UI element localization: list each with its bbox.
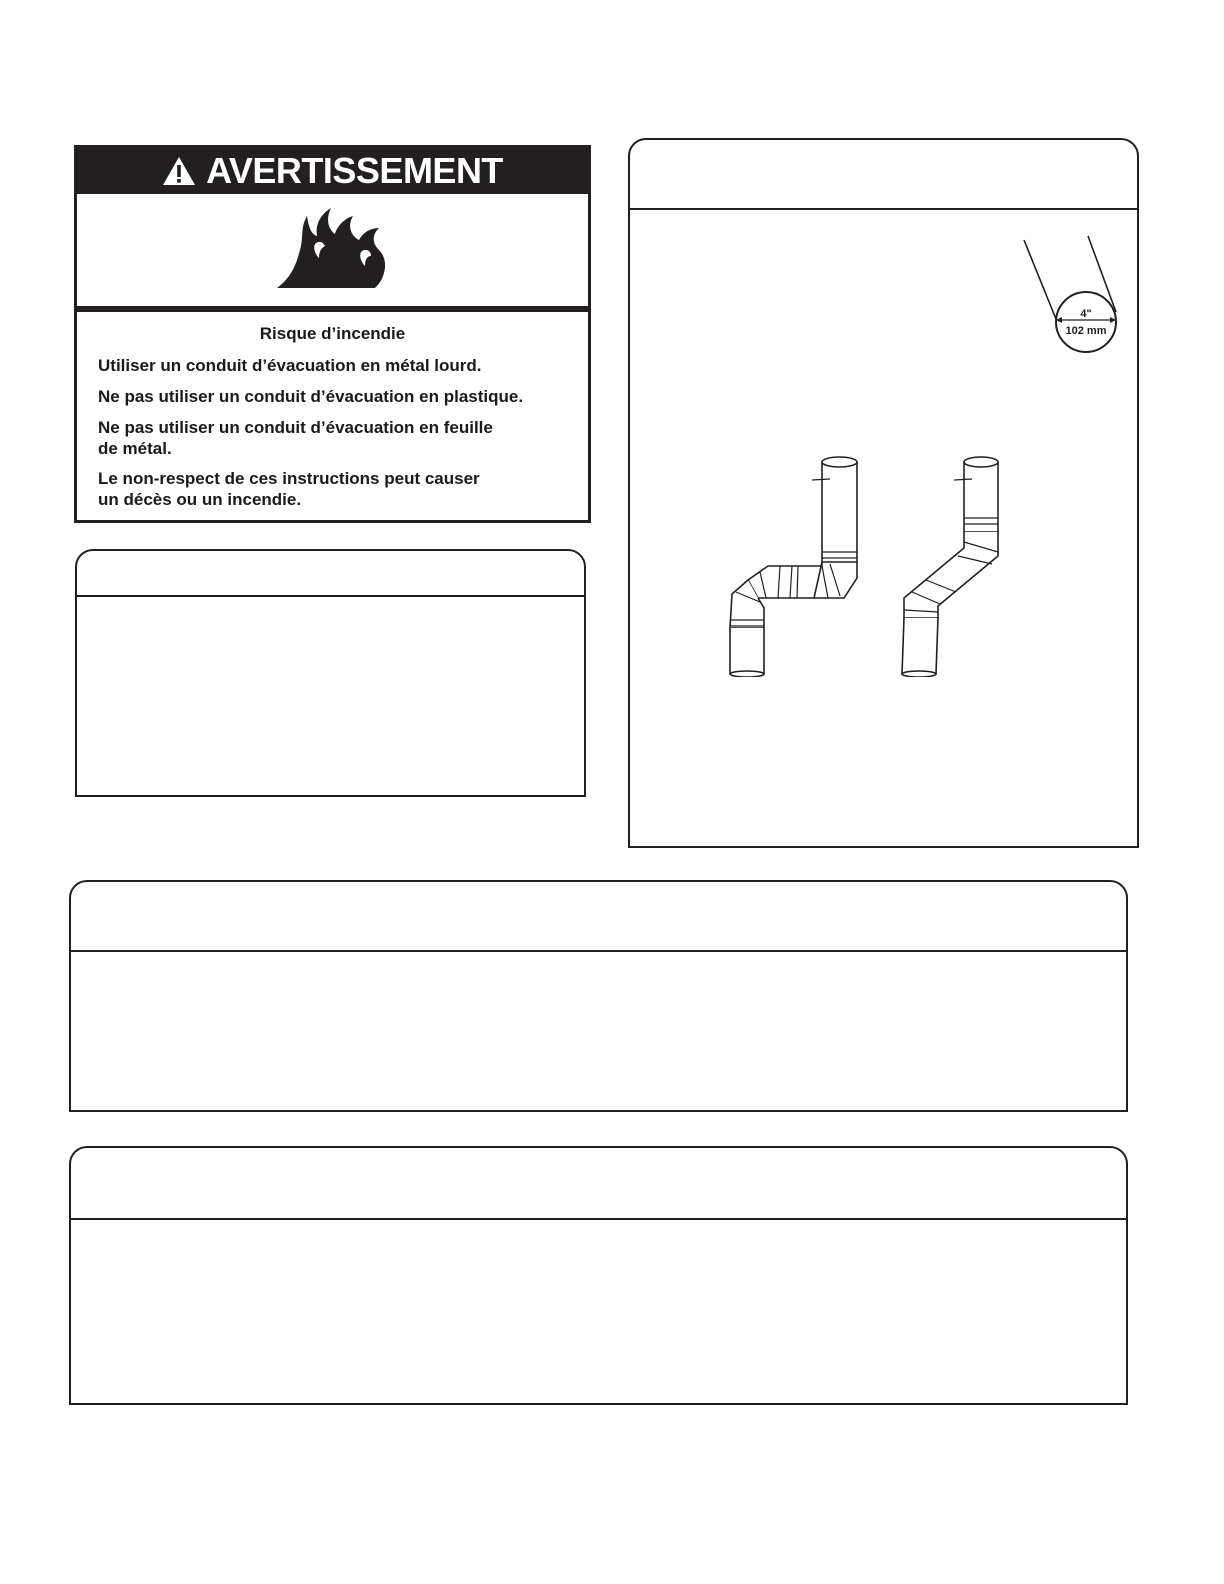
warning-line: Utiliser un conduit d’évacuation en métal lourd.: [98, 356, 482, 375]
empty-section-box-left: [75, 549, 586, 797]
section-divider: [71, 1218, 1126, 1220]
duct-elbow-diagram-right: [892, 452, 1042, 677]
risk-heading: Risque d’incendie: [259, 324, 406, 343]
fire-icon: [275, 206, 395, 290]
diameter-mm-label: 102 mm: [1065, 325, 1107, 337]
warning-header: [77, 148, 588, 194]
duct-diameter-diagram: [1008, 232, 1128, 362]
section-divider: [630, 208, 1137, 210]
warning-line: Le non-respect de ces instructions peut causer: [98, 469, 480, 488]
warning-line: de métal.: [98, 439, 172, 458]
section-divider: [77, 595, 584, 597]
diameter-inches-label: 4": [1080, 308, 1092, 320]
section-divider: [71, 950, 1126, 952]
warning-line: Ne pas utiliser un conduit d’évacuation en feuille: [98, 418, 493, 437]
vent-diagram-box: [628, 138, 1139, 848]
warning-line: Ne pas utiliser un conduit d’évacuation en plastique.: [98, 387, 524, 406]
empty-section-box-wide-1: [69, 880, 1128, 1112]
warning-triangle-icon: [162, 156, 196, 186]
warning-title: AVERTISSEMENT: [206, 150, 503, 191]
warning-body: [77, 309, 588, 520]
flame-pictogram-area: [77, 194, 588, 309]
duct-elbow-diagram-left: [720, 452, 870, 677]
warning-line: un décès ou un incendie.: [98, 490, 302, 509]
warning-panel: [74, 145, 591, 523]
empty-section-box-wide-2: [69, 1146, 1128, 1405]
